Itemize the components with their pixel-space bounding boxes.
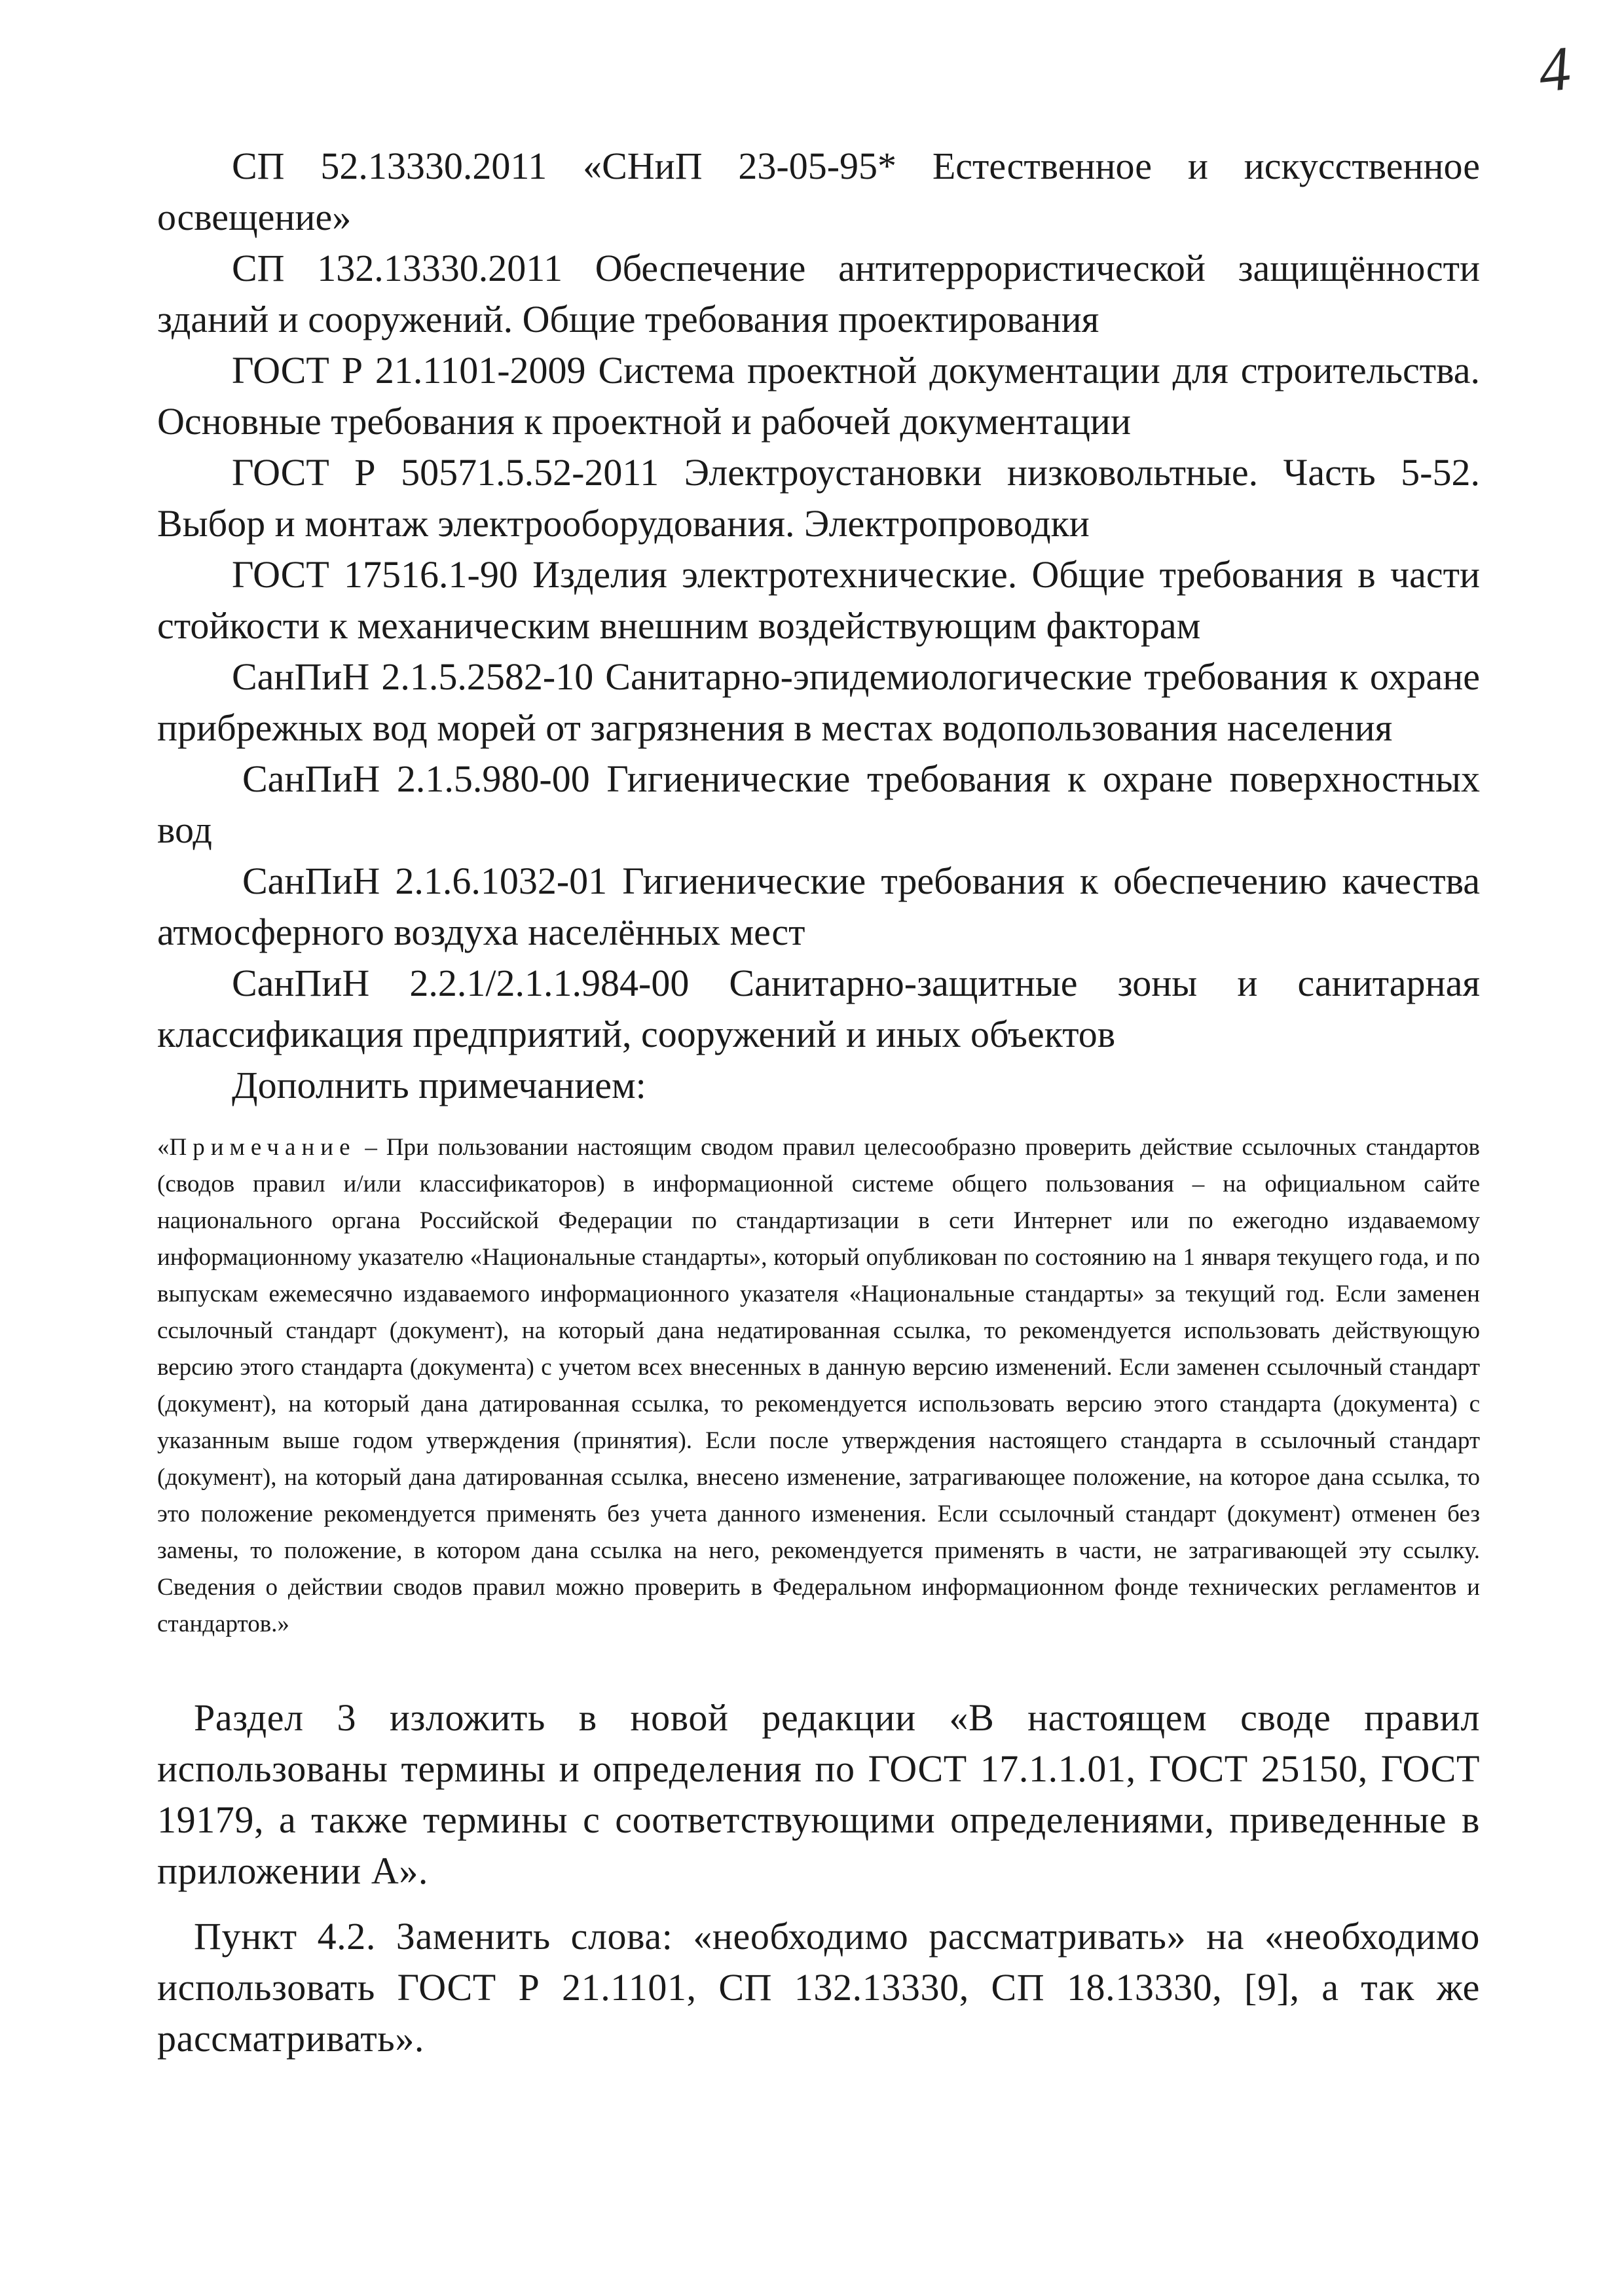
note-dash: – (356, 1134, 386, 1161)
document-body (157, 141, 1480, 2079)
page-number: 4 (1535, 32, 1574, 106)
reference-item: ГОСТ 17516.1-90 Изделия электротехнические. Общие требования в части стойкости к механическим внешним воздействующим факторам (157, 553, 1480, 647)
reference-item: СанПиН 2.2.1/2.1.1.984-00 Санитарно-защитные зоны и санитарная классификация предприятий, сооружений и иных объектов (157, 962, 1480, 1055)
reference-item: ГОСТ Р 50571.5.52-2011 Электроустановки низковольтные. Часть 5-52. Выбор и монтаж электрооборудования. Электропроводки (157, 451, 1480, 545)
amendment-item-4-2: Пункт 4.2. Заменить слова: «необходимо рассматривать» на «необходимо использовать ГОСТ Р 21.1101, СП 132.13330, СП 18.13330, [9], а так же рассматривать». (157, 1915, 1480, 2060)
reference-item: СанПиН 2.1.5.980-00 Гигиенические требования к охране поверхностных вод (157, 757, 1480, 851)
amendments (157, 1692, 1480, 2064)
reference-item: СанПиН 2.1.5.2582-10 Санитарно-эпидемиологические требования к охране прибрежных вод морей от загрязнения в местах водопользования населения (157, 655, 1480, 749)
reference-item: СП 52.13330.2011 «СНиП 23-05-95* Естественное и искусственное освещение» (157, 145, 1480, 238)
note-block (157, 1129, 1480, 1643)
note-open-quote: « (157, 1134, 170, 1161)
reference-item: СП 132.13330.2011 Обеспечение антитеррористической защищённости зданий и сооружений. Общие требования проектирования (157, 247, 1480, 340)
note-label: Примечание (169, 1134, 356, 1161)
note-text: При пользовании настоящим сводом правил целесообразно проверить действие ссылочных стандартов (сводов правил и/или классификаторов) в информационной системе общего пользования – на официальном сайте национального органа Российской Федерации по стандартизации в сети Интернет или по ежегодно издаваемому информационному указателю «Национальные стандарты», который опубликован по состоянию на 1 января текущего года, и по выпускам ежемесячно издаваемого информационного указателя «Национальные стандарты» за текущий год. Если заменен ссылочный стандарт (документ), на который дана недатированная ссылка, то рекомендуется использовать действующую версию этого стандарта (документа) с учетом всех внесенных в данную версию изменений. Если заменен ссылочный стандарт (документ), на который дана датированная ссылка, то рекомендуется использовать версию этого стандарта (документа) с указанным выше годом утверждения (принятия). Если после утверждения настоящего стандарта в ссылочный стандарт (документ), на который дана датированная ссылка, внесено изменение, затрагивающее положение, на которое дана ссылка, то это положение рекомендуется применять без учета данного изменения. Если ссылочный стандарт (документ) отменен без замены, то положение, в котором дана ссылка на него, рекомендуется применять в части, не затрагивающей эту ссылку. Сведения о действии сводов правил можно проверить в Федеральном информационном фонде технических регламентов и стандартов.» (157, 1134, 1480, 1637)
reference-item: ГОСТ Р 21.1101-2009 Система проектной документации для строительства. Основные требования к проектной и рабочей документации (157, 349, 1480, 443)
reference-item: СанПиН 2.1.6.1032-01 Гигиенические требования к обеспечению качества атмосферного воздуха населённых мест (157, 860, 1480, 953)
note-lead: Дополнить примечанием: (232, 1064, 646, 1106)
amendment-section-3: Раздел 3 изложить в новой редакции «В настоящем своде правил использованы термины и определения по ГОСТ 17.1.1.01, ГОСТ 25150, ГОСТ 19179, а также термины с соответствующими определениями, приведенные в приложении А». (157, 1696, 1480, 1892)
reference-list (157, 141, 1480, 1060)
